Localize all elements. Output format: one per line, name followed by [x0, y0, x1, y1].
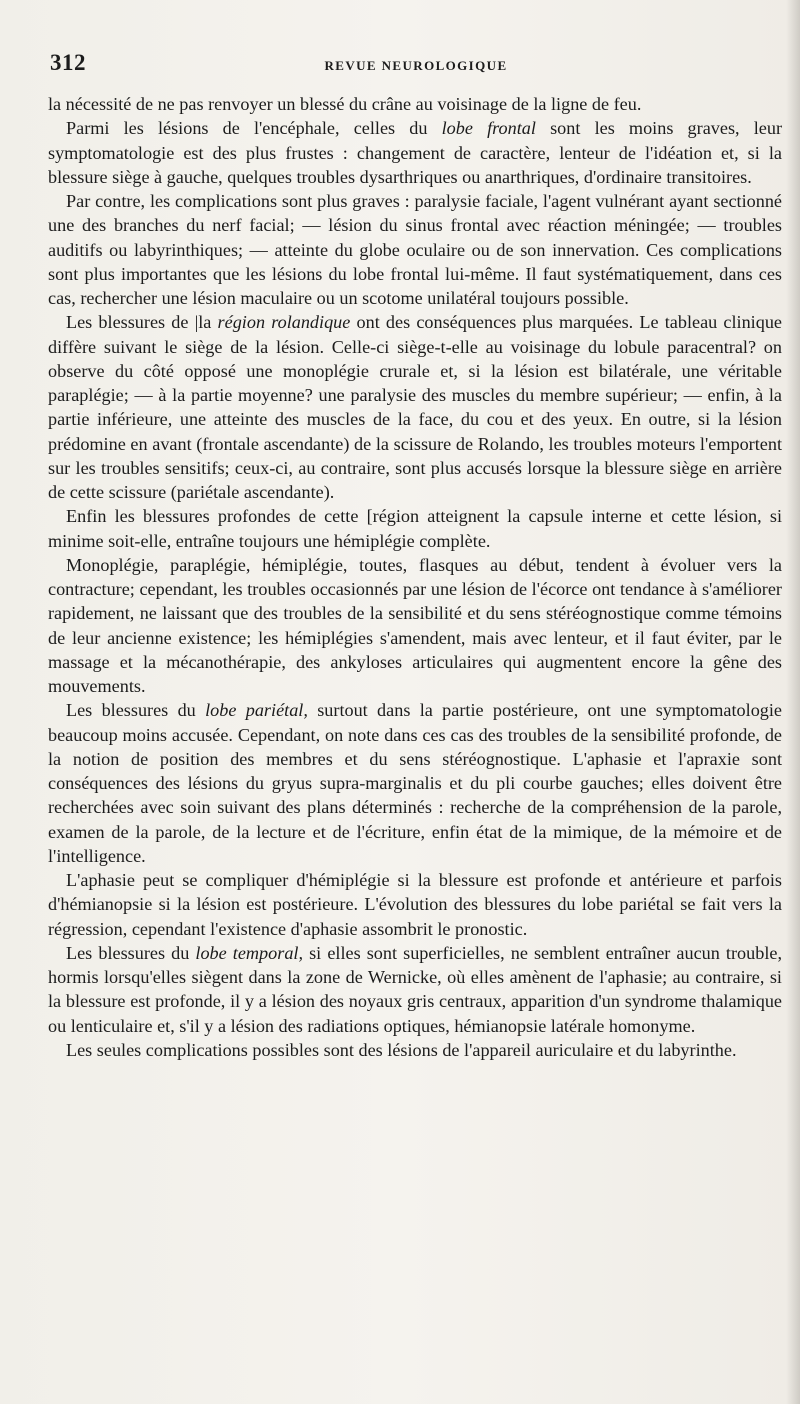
- paragraph-text: surtout dans la partie postérieure, ont une symptomatologie beaucoup moins accusée. Cependant, on note dans ces cas des troubles de la sensibilité profonde, de la notion de position des membres et du sens stéréognostique. L'aphasie et l'apraxie sont conséquences des lésions du gryus supra-marginalis et du pli courbe gauches; elles doivent être recherchées avec soin suivant des plans déterminés : recherche de la compréhension de la parole, examen de la parole, de la lecture et de l'écriture, enfin état de la mimique, de la mémoire et de l'intelligence.: [48, 700, 783, 866]
- paragraph-monoplegie: [48, 553, 782, 699]
- paragraph-aphasie: [48, 868, 782, 941]
- paragraph-continued: [48, 92, 782, 116]
- page-header: [48, 44, 784, 84]
- paragraph-text: si elles sont superficielles, ne semblent entraîner aucun trouble, hormis lorsqu'elles siègent dans la zone de Wernicke, où elles amènent de l'aphasie; au contraire, si la blessure est profonde, il y a lésion des noyaux gris centraux, apparition d'un syndrome thalamique ou lenticulaire et, s'il y a lésion des radiations optiques, hémianopsie latérale homonyme.: [48, 942, 782, 1036]
- paragraph-text: Par contre, les complications sont plus graves : paralysie faciale, l'agent vulnérant ayant sectionné une des branches du nerf facial; — lésion du sinus frontal avec réaction méningée; — troubles auditifs ou labyrinthiques; — atteinte du globe oculaire ou de son innervation. Ces complications sont plus importantes que les lésions du lobe frontal lui-même. Il faut systématiquement, dans ces cas, rechercher une lésion maculaire ou un scotome unilatéral toujours possible.: [48, 191, 782, 308]
- paragraph-text: Les blessures du: [66, 942, 196, 963]
- paragraph-text: Les blessures du: [66, 700, 206, 721]
- italic-term: lobe temporal,: [195, 942, 304, 963]
- italic-term: région rolandique: [217, 312, 351, 333]
- paragraph-text: ont des conséquences plus marquées. Le tableau clinique diffère suivant le siège de la lésion. Celle-ci siège-t-elle au voisinage du lobule paracentral? on observe du côté opposé une monoplégie crurale et, si la lésion est bilatérale, une véritable paraplégie; — à la partie moyenne? une paralysie des muscles du membre supérieur; — enfin, à la partie inférieure, une atteinte des muscles de la face, du cou et des yeux. En outre, si la lésion prédomine en avant (frontale ascendante) de la scissure de Rolando, les troubles moteurs l'emportent sur les troubles sensitifs; ceux-ci, au contraire, sont plus accusés lorsque la blessure siège en arrière de cette scissure (pariétale ascendante).: [48, 312, 782, 502]
- body-text: [48, 92, 782, 1062]
- running-title: REVUE NEUROLOGIQUE: [324, 58, 508, 73]
- paragraph-lobe-temporal: [48, 941, 782, 1038]
- paragraph-lobe-parietal: [48, 698, 782, 868]
- paragraph-text: Parmi les lésions de l'encéphale, celles du: [66, 118, 442, 139]
- paragraph-text: Monoplégie, paraplégie, hémiplégie, toutes, flasques au début, tendent à évoluer vers la contracture; cependant, les troubles occasionnés par une lésion de l'écorce ont tendance à s'améliorer rapidement, ne laissant que des troubles de la sensibilité et du sens stéréognostique comme témoins de leur ancienne existence; les hémiplégies s'amendent, mais avec lenteur, et il faut éviter, par le massage et la mécanothérapie, des ankyloses articulaires qui augmentent encore la gêne des mouvements.: [48, 554, 782, 696]
- italic-term: lobe pariétal,: [205, 700, 308, 721]
- paragraph-capsule-interne: [48, 504, 782, 553]
- page-number: 312: [50, 50, 86, 75]
- paragraph-region-rolandique: [48, 310, 782, 504]
- paragraph-complications: [48, 189, 782, 310]
- paragraph-text: la nécessité de ne pas renvoyer un blessé du crâne au voisinage de la ligne de feu.: [48, 94, 642, 114]
- paragraph-text: sont les moins graves, leur symptomatologie est des plus frustes : changement de caractère, lenteur de l'idéation et, si la blessure siège à gauche, quelques troubles dysarthriques ou anarthriques, d'ordinaire transitoires.: [48, 118, 783, 187]
- paragraph-text: Les blessures de |la: [66, 312, 218, 333]
- paragraph-text: Les seules complications possibles sont des lésions de l'appareil auriculaire et du labyrinthe.: [66, 1039, 737, 1060]
- paragraph-complications-auriculaires: [48, 1038, 782, 1062]
- italic-term: lobe frontal: [441, 118, 536, 139]
- page-edge-shadow: [786, 0, 800, 1404]
- paragraph-lobe-frontal: [48, 116, 782, 189]
- paragraph-text: Enfin les blessures profondes de cette [région atteignent la capsule interne et cette lésion, si minime soit-elle, entraîne toujours une hémiplégie complète.: [48, 506, 782, 551]
- paragraph-text: L'aphasie peut se compliquer d'hémiplégie si la blessure est profonde et antérieure et parfois d'hémianopsie si la lésion est postérieure. L'évolution des blessures du lobe pariétal se fait vers la régression, cependant l'existence d'aphasie assombrit le pronostic.: [48, 870, 782, 939]
